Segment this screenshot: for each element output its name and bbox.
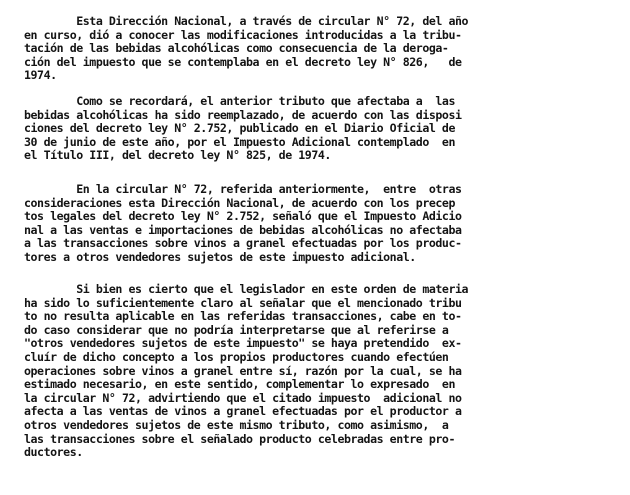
paragraph-2-line-1: Como se recordará, el anterior tributo que afectaba a las	[24, 94, 455, 108]
paragraph-2-line-2: bebidas alcohólicas ha sido reemplazado, de acuerdo con las disposi	[24, 107, 462, 122]
paragraph-3-line-1: En la circular N° 72, referida anteriormente, entre otras	[24, 182, 462, 196]
paragraph-4-line-11: otros vendedores sujetos de este mismo tributo, como asimismo, a	[24, 418, 449, 432]
paragraph-4-line-10: afecta a las ventas de vinos a granel efectuadas por el productor a	[24, 404, 462, 419]
paragraph-4-line-7: operaciones sobre vinos a granel entre sí, razón por la cual, se ha	[24, 363, 462, 378]
paragraph-3-line-6: tores a otros vendedores sujetos de este impuesto adicional.	[24, 250, 416, 264]
paragraph-4-line-9: la circular N° 72, advirtiendo que el citado impuesto adicional no	[24, 390, 462, 405]
paragraph-2-line-4: 30 de junio de este año, por el Impuesto Adicional contemplado en	[24, 134, 455, 149]
paragraph-4-line-1: Si bien es cierto que el legislador en este orden de materia	[24, 282, 469, 296]
paragraph-1-line-2: en curso, dió a conocer las modificaciones introducidas a la tribu-	[24, 27, 462, 42]
paragraph-4-line-4: do caso considerar que no podría interpretarse que al referirse a	[24, 322, 449, 337]
paragraph-4-line-5: "otros vendedores sujetos de este impuesto" se haya pretendido ex-	[24, 336, 462, 351]
paragraph-4-line-13: ductores.	[24, 445, 83, 460]
paragraph-2-line-3: ciones del decreto ley N° 2.752, publicado en el Diario Oficial de	[24, 121, 455, 136]
paragraph-4-line-3: to no resulta aplicable en las referidas transacciones, cabe en to-	[24, 309, 462, 324]
paragraph-3-line-3: tos legales del decreto ley N° 2.752, señaló que el Impuesto Adicio	[24, 209, 462, 224]
paragraph-1-line-4: ción del impuesto que se contemplaba en el decreto ley N° 826, de	[24, 54, 462, 69]
paragraph-3-line-5: a las transacciones sobre vinos a granel efectuadas por los produc-	[24, 236, 462, 251]
paragraph-4-line-8: estimado necesario, en este sentido, complementar lo expresado en	[24, 377, 455, 392]
paragraph-1-line-5: 1974.	[24, 68, 57, 83]
paragraph-3-line-4: nal a las ventas e importaciones de bebidas alcohólicas no afectaba	[24, 222, 462, 237]
paragraph-4-line-2: ha sido lo suficientemente claro al señalar que el mencionado tribu	[24, 295, 462, 310]
paragraph-3-line-2: consideraciones esta Dirección Nacional, de acuerdo con los precep	[24, 195, 455, 210]
paragraph-4-line-12: las transacciones sobre el señalado producto celebradas entre pro-	[24, 431, 455, 446]
paragraph-4-line-6: cluír de dicho concepto a los propios productores cuando efectúen	[24, 350, 449, 364]
paragraph-1-line-3: tación de las bebidas alcohólicas como consecuencia de la deroga-	[24, 41, 449, 56]
paragraph-1-line-1: Esta Dirección Nacional, a través de circular N° 72, del año	[24, 14, 469, 28]
paragraph-2-line-5: el Título III, del decreto ley N° 825, de 1974.	[24, 148, 331, 163]
